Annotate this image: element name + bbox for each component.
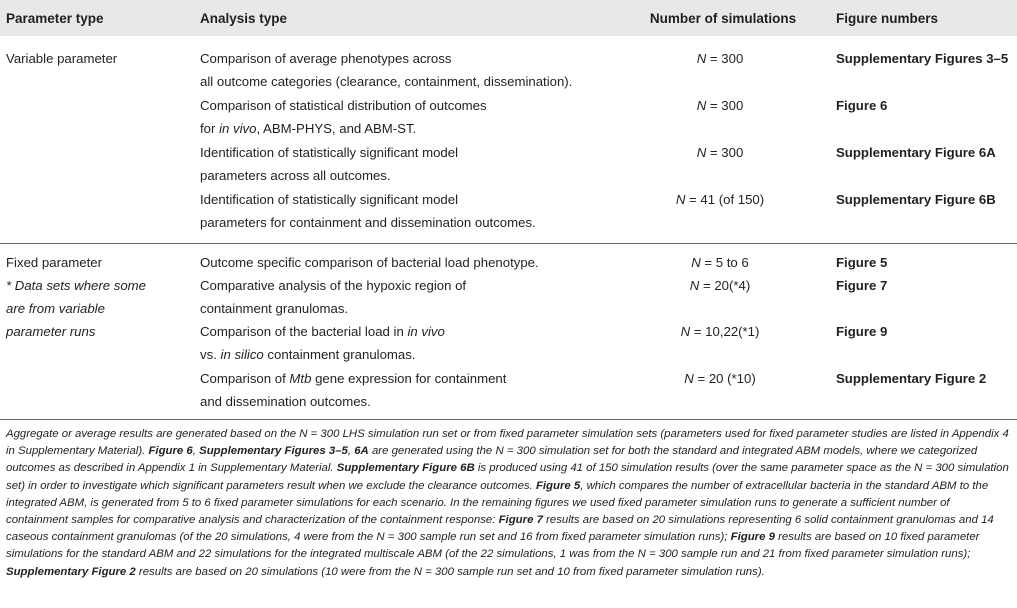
- group-label-variable: Variable parameter: [6, 51, 118, 66]
- row-6-num-simulations: N = 20(*4): [689, 278, 751, 293]
- row-2-analysis-line-2: for in vivo, ABM-PHYS, and ABM-ST.: [200, 121, 417, 136]
- row-3-num-simulations: N = 300: [696, 145, 744, 160]
- header-figure-numbers: Figure numbers: [836, 11, 939, 26]
- row-7-analysis-line-1: Comparison of the bacterial load in in vivo: [200, 324, 445, 339]
- row-7-analysis-line-2: vs. in silico containment granulomas.: [200, 347, 416, 362]
- row-5-figure: Figure 5: [836, 255, 888, 270]
- header-number-of-simulations: Number of simulations: [649, 11, 797, 26]
- row-6-analysis-line-2: containment granulomas.: [200, 301, 349, 316]
- row-5-analysis-line-1: Outcome specific comparison of bacterial load phenotype.: [200, 255, 539, 270]
- row-8-figure: Supplementary Figure 2: [836, 371, 987, 386]
- group-note-line-2: are from variable: [6, 301, 105, 316]
- table-bottom-rule: [0, 419, 1017, 420]
- row-6-analysis-line-1: Comparative analysis of the hypoxic region of: [200, 278, 467, 293]
- group-label-fixed: Fixed parameter: [6, 255, 103, 270]
- row-6-figure: Figure 7: [836, 278, 888, 293]
- row-7-figure: Figure 9: [836, 324, 888, 339]
- row-8-analysis-line-1: Comparison of Mtb gene expression for containment: [200, 371, 507, 386]
- row-1-analysis-line-1: Comparison of average phenotypes across: [200, 51, 452, 66]
- group-note-line-1: * Data sets where some: [6, 278, 146, 293]
- group-divider: [0, 243, 1017, 244]
- header-analysis-type: Analysis type: [200, 11, 288, 26]
- row-1-figure: Supplementary Figures 3–5: [836, 51, 1009, 66]
- table-footnote: Aggregate or average results are generated based on the N = 300 LHS simulation run set or from fixed parameter simulation sets (parameters used for fixed parameter studies are listed in Appendix 4 in Supplementary Material). Figure 6, Supplementary Figures 3–5, 6A are generated using the N = 300 simulation set for both the standard and integrated ABM models, where we categorized outcomes as described in Appendix 1 in Supplementary Material. Supplementary Figure 6B is produced using 41 of 150 simulation results (over the same parameter space as the N = 300 simulation set) in order to investigate which significant parameters result when we exclude the clearance outcomes. Figure 5, which compares the number of extracellular bacteria in the standard ABM to the integrated ABM, is generated from 5 to 6 fixed parameter simulations for each scenario. In the remaining figures we used fixed parameter simulation runs to generate a sufficient number of containment samples for comparative analysis and characterization of the containment response: Figure 7 results are based on 20 simulations representing 6 solid containment granulomas and 14 caseous containment granulomas (of the 20 simulations, 4 were from the N = 300 sample run set and 16 from fixed parameter simulation runs); Figure 9 results are based on 10 fixed parameter simulations for the standard ABM and 22 simulations for the integrated multiscale ABM (of the 22 simulations, 1 was from the N = 300 sample run and 21 from fixed parameter simulation runs); Supplementary Figure 2 results are based on 20 simulations (10 were from the N = 300 sample run set and 10 from fixed parameter simulation runs).: [6, 428, 1009, 578]
- header-parameter-type: Parameter type: [6, 11, 104, 26]
- group-note-line-3: parameter runs: [6, 324, 96, 339]
- row-1-num-simulations: N = 300: [696, 51, 744, 66]
- row-1-analysis-line-2: all outcome categories (clearance, containment, dissemination).: [200, 74, 573, 89]
- row-3-analysis-line-2: parameters across all outcomes.: [200, 168, 391, 183]
- row-8-analysis-line-2: and dissemination outcomes.: [200, 394, 371, 409]
- row-8-num-simulations: N = 20 (*10): [684, 371, 756, 386]
- row-2-num-simulations: N = 300: [696, 98, 744, 113]
- row-4-analysis-line-1: Identification of statistically significant model: [200, 192, 459, 207]
- row-2-analysis-line-1: Comparison of statistical distribution of outcomes: [200, 98, 487, 113]
- table-header: [0, 0, 1017, 36]
- row-7-num-simulations: N = 10,22(*1): [680, 324, 760, 339]
- row-5-num-simulations: N = 5 to 6: [691, 255, 749, 270]
- row-3-analysis-line-1: Identification of statistically significant model: [200, 145, 459, 160]
- row-2-figure: Figure 6: [836, 98, 888, 113]
- row-3-figure: Supplementary Figure 6A: [836, 145, 996, 160]
- row-4-num-simulations: N = 41 (of 150): [675, 192, 765, 207]
- row-4-analysis-line-2: parameters for containment and dissemination outcomes.: [200, 215, 536, 230]
- row-4-figure: Supplementary Figure 6B: [836, 192, 996, 207]
